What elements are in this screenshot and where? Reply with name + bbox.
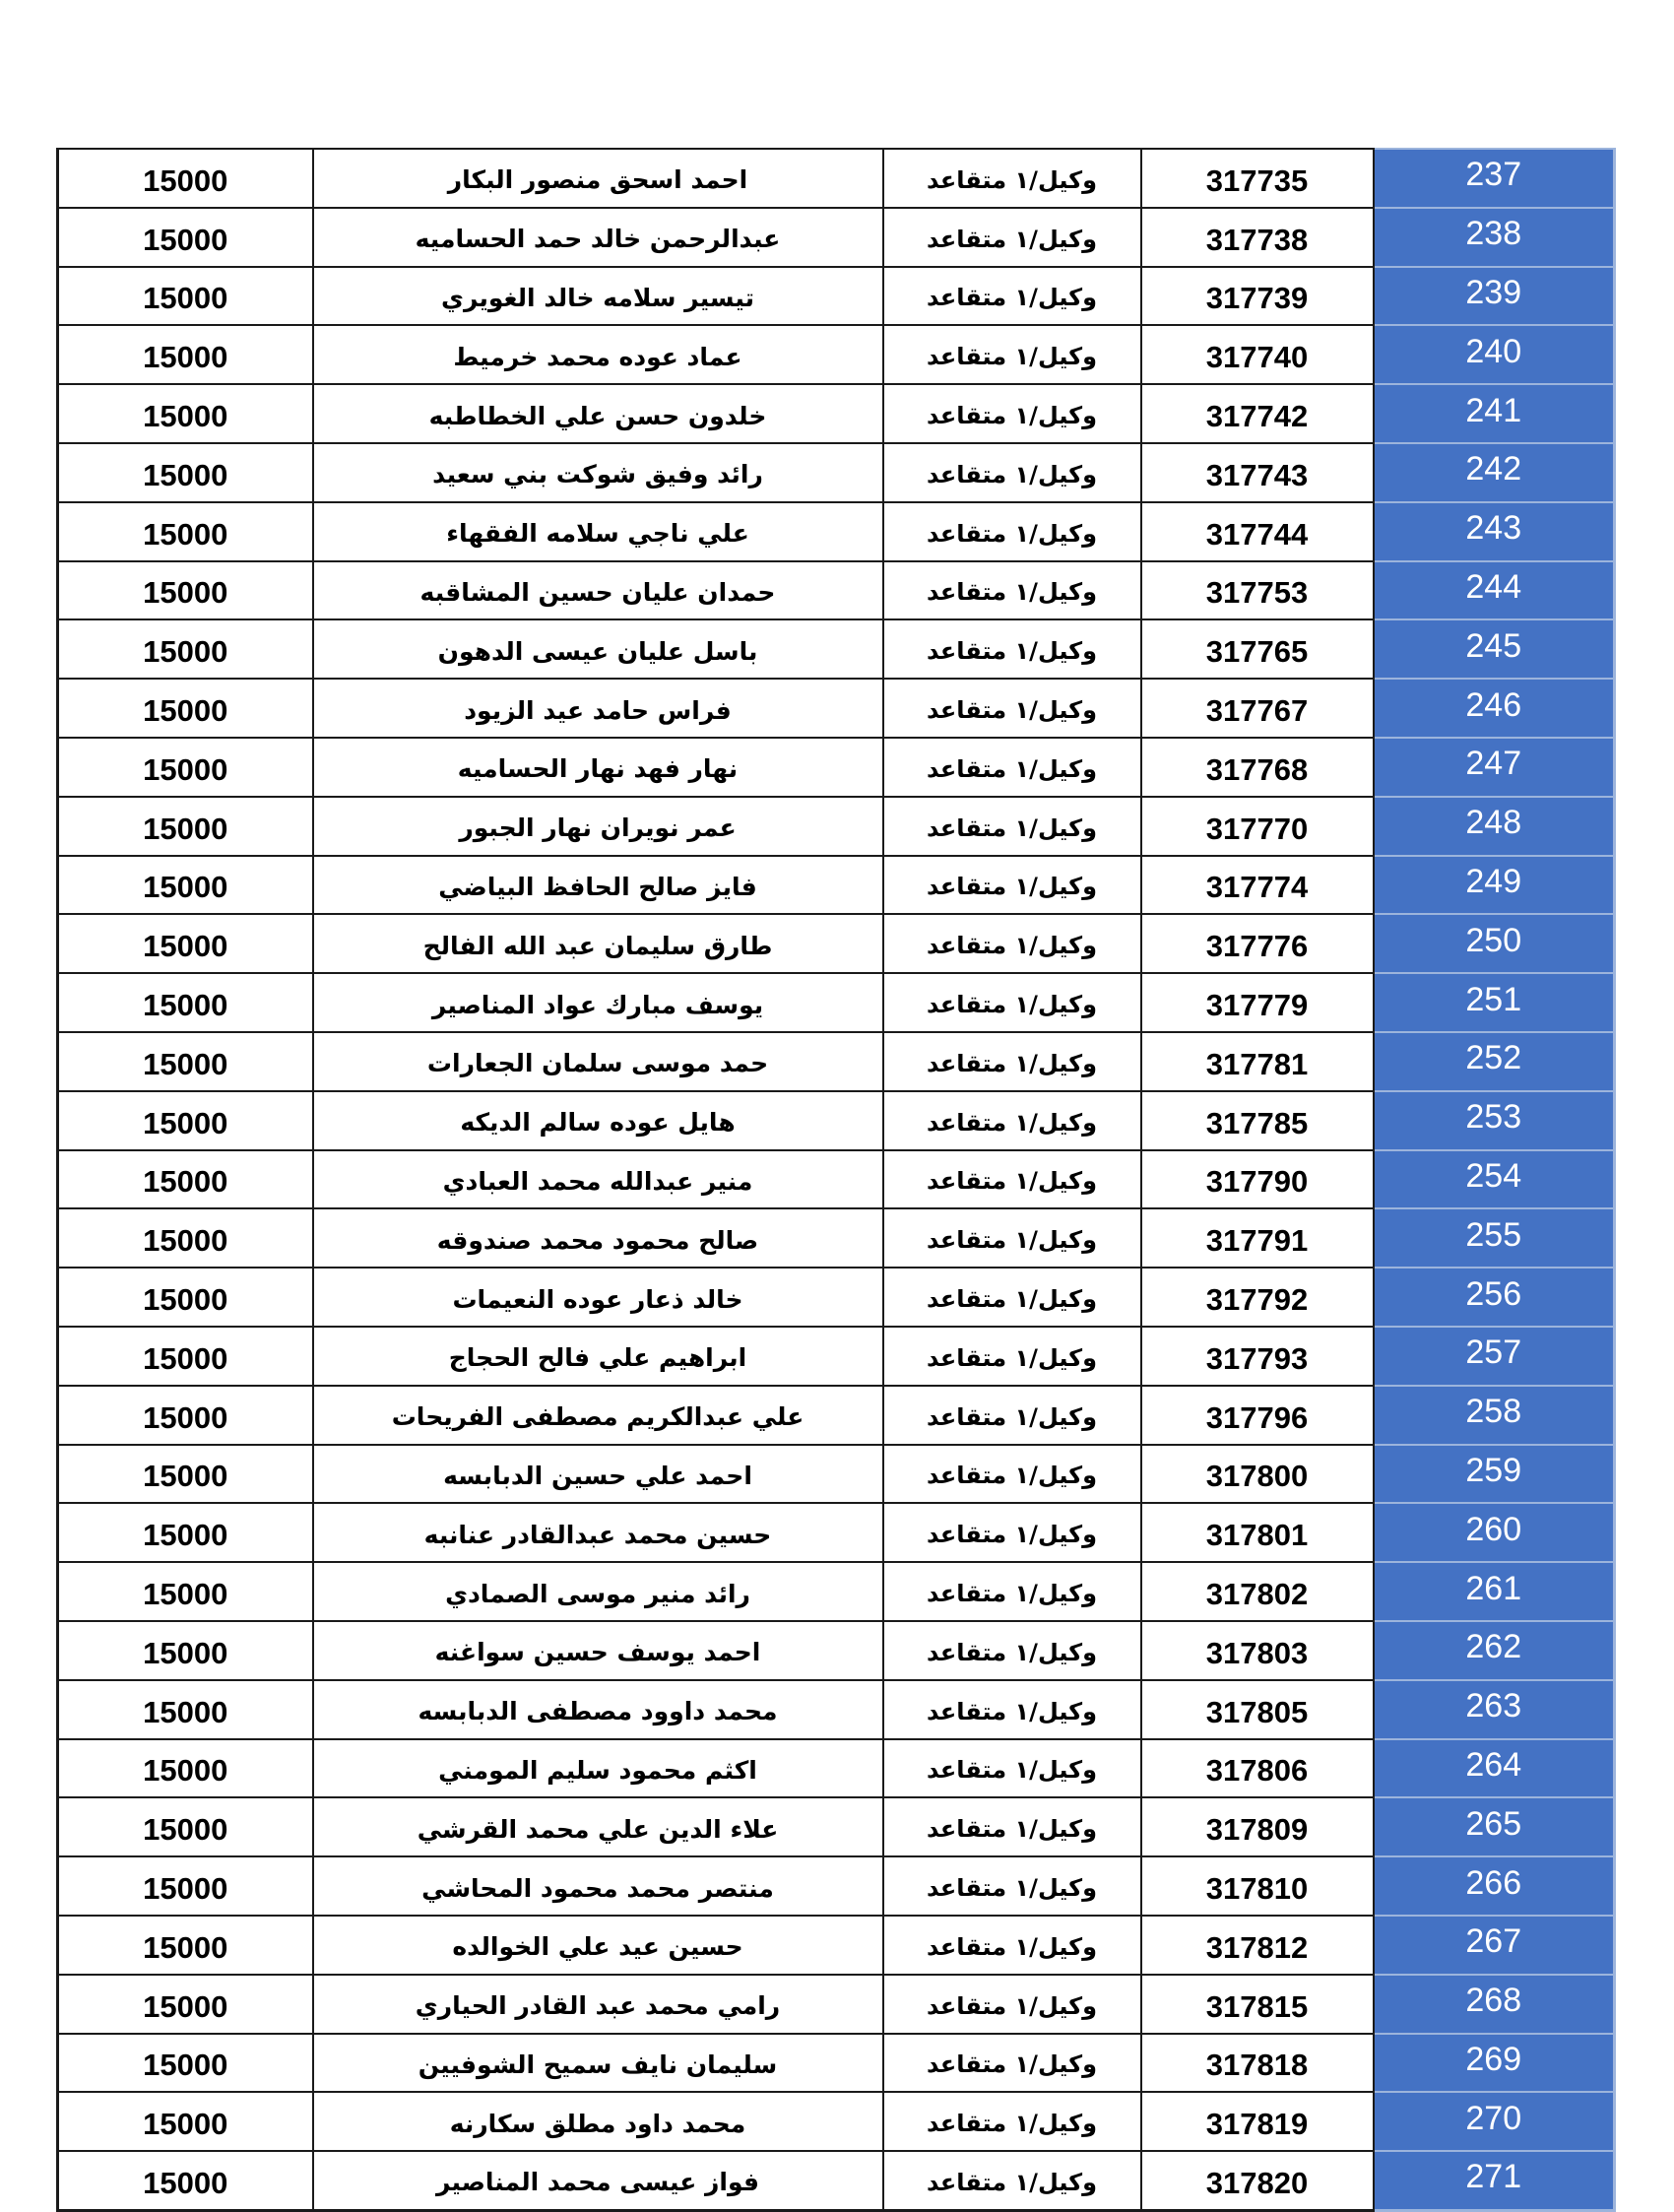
table-row <box>58 1797 1615 1856</box>
rank-cell: وكيل/١ متقاعد <box>883 502 1141 561</box>
rank-cell: وكيل/١ متقاعد <box>883 1975 1141 2034</box>
name-cell: طارق سليمان عبد الله الفالح <box>313 914 883 973</box>
amount-cell: 15000 <box>58 797 313 856</box>
name-cell: يوسف مبارك عواد المناصير <box>313 973 883 1032</box>
military-id-cell: 317768 <box>1141 738 1374 797</box>
table-row <box>58 1621 1615 1680</box>
sequence-number-cell: 271 <box>1374 2151 1615 2210</box>
rank-cell: وكيل/١ متقاعد <box>883 267 1141 326</box>
rank-cell: وكيل/١ متقاعد <box>883 1150 1141 1209</box>
military-id-cell: 317785 <box>1141 1091 1374 1150</box>
sequence-number-cell: 261 <box>1374 1562 1615 1621</box>
sequence-number-cell: 251 <box>1374 973 1615 1032</box>
sequence-number-cell: 267 <box>1374 1916 1615 1975</box>
table-row <box>58 1975 1615 2034</box>
table-row <box>58 208 1615 267</box>
rank-cell: وكيل/١ متقاعد <box>883 561 1141 620</box>
military-id-cell: 317815 <box>1141 1975 1374 2034</box>
military-id-cell: 317796 <box>1141 1386 1374 1445</box>
military-id-cell: 317742 <box>1141 384 1374 443</box>
name-cell: صالح محمود محمد صندوقه <box>313 1208 883 1268</box>
name-cell: فواز عيسى محمد المناصير <box>313 2151 883 2210</box>
rank-cell: وكيل/١ متقاعد <box>883 1562 1141 1621</box>
military-id-cell: 317753 <box>1141 561 1374 620</box>
military-id-cell: 317810 <box>1141 1856 1374 1916</box>
sequence-number-cell: 255 <box>1374 1208 1615 1268</box>
table-row <box>58 267 1615 326</box>
rank-cell: وكيل/١ متقاعد <box>883 1680 1141 1739</box>
rank-cell: وكيل/١ متقاعد <box>883 443 1141 502</box>
name-cell: باسل عليان عيسى الدهون <box>313 619 883 679</box>
name-cell: حمد موسى سلمان الجعارات <box>313 1032 883 1091</box>
military-id-cell: 317743 <box>1141 443 1374 502</box>
table-row <box>58 1916 1615 1975</box>
amount-cell: 15000 <box>58 738 313 797</box>
amount-cell: 15000 <box>58 1562 313 1621</box>
table-row <box>58 1680 1615 1739</box>
military-id-cell: 317738 <box>1141 208 1374 267</box>
amount-cell: 15000 <box>58 914 313 973</box>
rank-cell: وكيل/١ متقاعد <box>883 384 1141 443</box>
military-id-cell: 317779 <box>1141 973 1374 1032</box>
table-row <box>58 1562 1615 1621</box>
amount-cell: 15000 <box>58 208 313 267</box>
amount-cell: 15000 <box>58 1797 313 1856</box>
amount-cell: 15000 <box>58 1150 313 1209</box>
table-row <box>58 1327 1615 1386</box>
table-row <box>58 619 1615 679</box>
name-cell: منير عبدالله محمد العبادي <box>313 1150 883 1209</box>
name-cell: ابراهيم علي فالح الحجاج <box>313 1327 883 1386</box>
table-row <box>58 1268 1615 1327</box>
name-cell: خلدون حسن علي الخطاطبه <box>313 384 883 443</box>
table-row <box>58 2034 1615 2093</box>
sequence-number-cell: 254 <box>1374 1150 1615 1209</box>
rank-cell: وكيل/١ متقاعد <box>883 1386 1141 1445</box>
rank-cell: وكيل/١ متقاعد <box>883 2151 1141 2210</box>
sequence-number-cell: 243 <box>1374 502 1615 561</box>
rank-cell: وكيل/١ متقاعد <box>883 1327 1141 1386</box>
sequence-number-cell: 270 <box>1374 2092 1615 2151</box>
amount-cell: 15000 <box>58 1327 313 1386</box>
name-cell: سليمان نايف سميح الشوفيين <box>313 2034 883 2093</box>
name-cell: احمد يوسف حسين سواغنه <box>313 1621 883 1680</box>
name-cell: حسين عيد علي الخوالده <box>313 1916 883 1975</box>
name-cell: تيسير سلامه خالد الغويري <box>313 267 883 326</box>
military-id-cell: 317739 <box>1141 267 1374 326</box>
name-cell: عماد عوده محمد خرميط <box>313 325 883 384</box>
table-row <box>58 149 1615 208</box>
sequence-number-cell: 248 <box>1374 797 1615 856</box>
amount-cell: 15000 <box>58 973 313 1032</box>
military-id-cell: 317740 <box>1141 325 1374 384</box>
sequence-number-cell: 268 <box>1374 1975 1615 2034</box>
rank-cell: وكيل/١ متقاعد <box>883 325 1141 384</box>
amount-cell: 15000 <box>58 1386 313 1445</box>
sequence-number-cell: 242 <box>1374 443 1615 502</box>
rank-cell: وكيل/١ متقاعد <box>883 2092 1141 2151</box>
table-row <box>58 914 1615 973</box>
table-row <box>58 1150 1615 1209</box>
sequence-number-cell: 264 <box>1374 1739 1615 1798</box>
amount-cell: 15000 <box>58 856 313 915</box>
rank-cell: وكيل/١ متقاعد <box>883 679 1141 738</box>
amount-cell: 15000 <box>58 1739 313 1798</box>
military-id-cell: 317802 <box>1141 1562 1374 1621</box>
sequence-number-cell: 238 <box>1374 208 1615 267</box>
table-row <box>58 325 1615 384</box>
rank-cell: وكيل/١ متقاعد <box>883 1916 1141 1975</box>
amount-cell: 15000 <box>58 1856 313 1916</box>
name-cell: رائد منير موسى الصمادي <box>313 1562 883 1621</box>
name-cell: نهار فهد نهار الحساميه <box>313 738 883 797</box>
rank-cell: وكيل/١ متقاعد <box>883 208 1141 267</box>
sequence-number-cell: 253 <box>1374 1091 1615 1150</box>
amount-cell: 15000 <box>58 384 313 443</box>
name-cell: عمر نويران نهار الجبور <box>313 797 883 856</box>
rank-cell: وكيل/١ متقاعد <box>883 1621 1141 1680</box>
military-id-cell: 317767 <box>1141 679 1374 738</box>
military-id-cell: 317735 <box>1141 149 1374 208</box>
name-cell: رائد وفيق شوكت بني سعيد <box>313 443 883 502</box>
sequence-number-cell: 269 <box>1374 2034 1615 2093</box>
military-id-cell: 317818 <box>1141 2034 1374 2093</box>
military-id-cell: 317765 <box>1141 619 1374 679</box>
rank-cell: وكيل/١ متقاعد <box>883 1739 1141 1798</box>
amount-cell: 15000 <box>58 1032 313 1091</box>
table-row <box>58 1445 1615 1504</box>
military-id-cell: 317791 <box>1141 1208 1374 1268</box>
military-id-cell: 317803 <box>1141 1621 1374 1680</box>
sequence-number-cell: 246 <box>1374 679 1615 738</box>
name-cell: اكثم محمود سليم المومني <box>313 1739 883 1798</box>
amount-cell: 15000 <box>58 619 313 679</box>
amount-cell: 15000 <box>58 267 313 326</box>
rank-cell: وكيل/١ متقاعد <box>883 149 1141 208</box>
amount-cell: 15000 <box>58 325 313 384</box>
sequence-number-cell: 249 <box>1374 856 1615 915</box>
sequence-number-cell: 259 <box>1374 1445 1615 1504</box>
name-cell: حمدان عليان حسين المشاقبه <box>313 561 883 620</box>
rank-cell: وكيل/١ متقاعد <box>883 1856 1141 1916</box>
amount-cell: 15000 <box>58 149 313 208</box>
sequence-number-cell: 245 <box>1374 619 1615 679</box>
rank-cell: وكيل/١ متقاعد <box>883 1797 1141 1856</box>
military-id-cell: 317805 <box>1141 1680 1374 1739</box>
table-row <box>58 502 1615 561</box>
military-id-cell: 317744 <box>1141 502 1374 561</box>
military-id-cell: 317801 <box>1141 1503 1374 1562</box>
military-id-cell: 317792 <box>1141 1268 1374 1327</box>
amount-cell: 15000 <box>58 443 313 502</box>
sequence-number-cell: 250 <box>1374 914 1615 973</box>
table-row <box>58 973 1615 1032</box>
sequence-number-cell: 266 <box>1374 1856 1615 1916</box>
military-id-cell: 317806 <box>1141 1739 1374 1798</box>
amount-cell: 15000 <box>58 2151 313 2210</box>
name-cell: احمد علي حسين الدبابسه <box>313 1445 883 1504</box>
table-row <box>58 1208 1615 1268</box>
name-cell: منتصر محمد محمود المحاشي <box>313 1856 883 1916</box>
military-id-cell: 317812 <box>1141 1916 1374 1975</box>
amount-cell: 15000 <box>58 1208 313 1268</box>
military-id-cell: 317770 <box>1141 797 1374 856</box>
sequence-number-cell: 262 <box>1374 1621 1615 1680</box>
rank-cell: وكيل/١ متقاعد <box>883 738 1141 797</box>
table-row <box>58 1386 1615 1445</box>
rank-cell: وكيل/١ متقاعد <box>883 856 1141 915</box>
retiree-payment-table <box>56 148 1616 2212</box>
table-row <box>58 797 1615 856</box>
rank-cell: وكيل/١ متقاعد <box>883 1032 1141 1091</box>
table-row <box>58 1091 1615 1150</box>
sequence-number-cell: 237 <box>1374 149 1615 208</box>
name-cell: حسين محمد عبدالقادر عنانبه <box>313 1503 883 1562</box>
table-row <box>58 443 1615 502</box>
sequence-number-cell: 260 <box>1374 1503 1615 1562</box>
rank-cell: وكيل/١ متقاعد <box>883 1091 1141 1150</box>
military-id-cell: 317781 <box>1141 1032 1374 1091</box>
table-row <box>58 2092 1615 2151</box>
name-cell: علاء الدين علي محمد القرشي <box>313 1797 883 1856</box>
table-body <box>58 149 1615 2210</box>
name-cell: محمد داود مطلق سكارنه <box>313 2092 883 2151</box>
amount-cell: 15000 <box>58 1975 313 2034</box>
rank-cell: وكيل/١ متقاعد <box>883 1503 1141 1562</box>
name-cell: عبدالرحمن خالد حمد الحساميه <box>313 208 883 267</box>
sequence-number-cell: 239 <box>1374 267 1615 326</box>
rank-cell: وكيل/١ متقاعد <box>883 1445 1141 1504</box>
rank-cell: وكيل/١ متقاعد <box>883 797 1141 856</box>
military-id-cell: 317819 <box>1141 2092 1374 2151</box>
name-cell: علي ناجي سلامه الفقهاء <box>313 502 883 561</box>
sequence-number-cell: 247 <box>1374 738 1615 797</box>
name-cell: فراس حامد عيد الزيود <box>313 679 883 738</box>
amount-cell: 15000 <box>58 1680 313 1739</box>
rank-cell: وكيل/١ متقاعد <box>883 2034 1141 2093</box>
amount-cell: 15000 <box>58 1445 313 1504</box>
name-cell: احمد اسحق منصور البكار <box>313 149 883 208</box>
sequence-number-cell: 252 <box>1374 1032 1615 1091</box>
military-id-cell: 317776 <box>1141 914 1374 973</box>
military-id-cell: 317809 <box>1141 1797 1374 1856</box>
name-cell: هايل عوده سالم الديكه <box>313 1091 883 1150</box>
rank-cell: وكيل/١ متقاعد <box>883 914 1141 973</box>
rank-cell: وكيل/١ متقاعد <box>883 1208 1141 1268</box>
sequence-number-cell: 257 <box>1374 1327 1615 1386</box>
sequence-number-cell: 256 <box>1374 1268 1615 1327</box>
name-cell: خالد ذعار عوده النعيمات <box>313 1268 883 1327</box>
sequence-number-cell: 258 <box>1374 1386 1615 1445</box>
table-row <box>58 738 1615 797</box>
name-cell: محمد داوود مصطفى الدبابسه <box>313 1680 883 1739</box>
amount-cell: 15000 <box>58 1916 313 1975</box>
amount-cell: 15000 <box>58 2034 313 2093</box>
name-cell: علي عبدالكريم مصطفى الفريحات <box>313 1386 883 1445</box>
sequence-number-cell: 244 <box>1374 561 1615 620</box>
name-cell: رامي محمد عبد القادر الحياري <box>313 1975 883 2034</box>
military-id-cell: 317774 <box>1141 856 1374 915</box>
name-cell: فايز صالح الحافظ البياضي <box>313 856 883 915</box>
amount-cell: 15000 <box>58 2092 313 2151</box>
table-row <box>58 1032 1615 1091</box>
amount-cell: 15000 <box>58 1268 313 1327</box>
rank-cell: وكيل/١ متقاعد <box>883 619 1141 679</box>
table-row <box>58 384 1615 443</box>
sequence-number-cell: 241 <box>1374 384 1615 443</box>
rank-cell: وكيل/١ متقاعد <box>883 973 1141 1032</box>
sequence-number-cell: 263 <box>1374 1680 1615 1739</box>
table-row <box>58 1739 1615 1798</box>
rank-cell: وكيل/١ متقاعد <box>883 1268 1141 1327</box>
sequence-number-cell: 240 <box>1374 325 1615 384</box>
table-row <box>58 679 1615 738</box>
table-row <box>58 1856 1615 1916</box>
sequence-number-cell: 265 <box>1374 1797 1615 1856</box>
table-row <box>58 1503 1615 1562</box>
table-row <box>58 2151 1615 2210</box>
amount-cell: 15000 <box>58 1503 313 1562</box>
military-id-cell: 317800 <box>1141 1445 1374 1504</box>
table-row <box>58 561 1615 620</box>
military-id-cell: 317793 <box>1141 1327 1374 1386</box>
military-id-cell: 317790 <box>1141 1150 1374 1209</box>
amount-cell: 15000 <box>58 561 313 620</box>
military-id-cell: 317820 <box>1141 2151 1374 2210</box>
amount-cell: 15000 <box>58 1091 313 1150</box>
table-row <box>58 856 1615 915</box>
amount-cell: 15000 <box>58 679 313 738</box>
amount-cell: 15000 <box>58 502 313 561</box>
amount-cell: 15000 <box>58 1621 313 1680</box>
